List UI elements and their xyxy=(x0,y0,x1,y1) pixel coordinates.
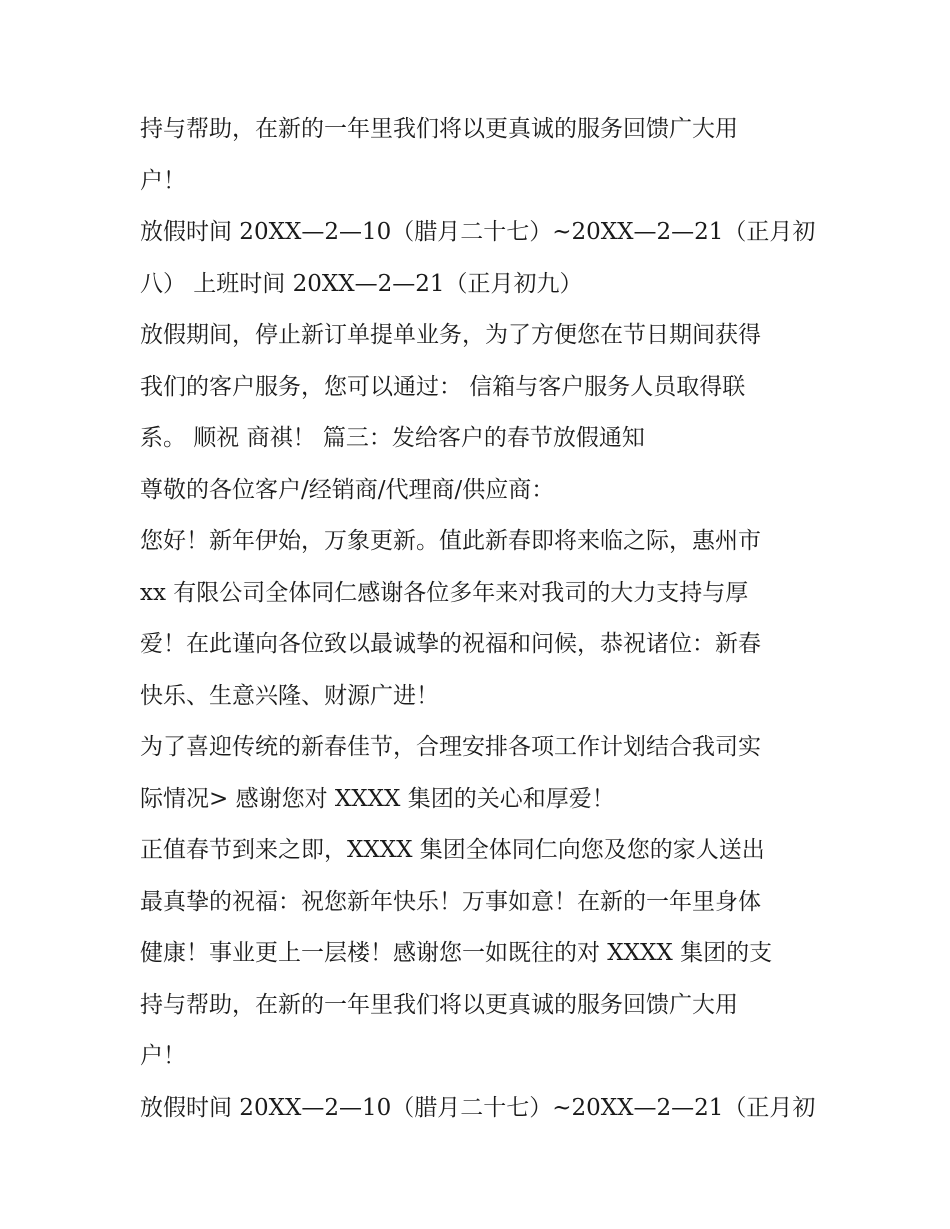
document-body xyxy=(140,104,820,1134)
text-line: xx 有限公司全体同仁感谢各位多年来对我司的大力支持与厚 xyxy=(140,579,749,606)
text-line: 系。 顺祝 商祺！ 篇三：发给客户的春节放假通知 xyxy=(140,425,645,451)
text-line: 健康！事业更上一层楼！感谢您一如既往的对 XXXX 集团的支 xyxy=(140,940,773,966)
text-line: 我们的客户服务，您可以通过： 信箱与客户服务人员取得联 xyxy=(140,373,746,400)
text-line: 放假时间 20XX—2—10（腊月二十七）~20XX—2—21（正月初 xyxy=(140,219,816,245)
text-line: 正值春节到来之即，XXXX 集团全体同仁向您及您的家人送出 xyxy=(140,837,765,863)
text-line: 持与帮助，在新的一年里我们将以更真诚的服务回馈广大用 xyxy=(140,991,738,1018)
text-line: 持与帮助，在新的一年里我们将以更真诚的服务回馈广大用 xyxy=(140,116,738,142)
text-line: 际情况> 感谢您对 XXXX 集团的关心和厚爱！ xyxy=(140,785,615,812)
text-line: 最真挚的祝福：祝您新年快乐！万事如意！在新的一年里身体 xyxy=(140,888,761,915)
text-line: 尊敬的各位客户/经销商/代理商/供应商： xyxy=(140,476,555,503)
text-line: 八） 上班时间 20XX—2—21（正月初九） xyxy=(140,270,583,297)
text-line: 爱！在此谨向各位致以最诚挚的祝福和问候，恭祝诸位：新春 xyxy=(140,631,761,657)
text-line: 放假时间 20XX—2—10（腊月二十七）~20XX—2—21（正月初 xyxy=(140,1094,816,1121)
text-line: 快乐、生意兴隆、财源广进！ xyxy=(140,682,439,709)
text-line: 您好！新年伊始，万象更新。值此新春即将来临之际，惠州市 xyxy=(140,528,761,554)
text-line: 为了喜迎传统的新春佳节，合理安排各项工作计划结合我司实 xyxy=(140,734,761,760)
text-line: 户！ xyxy=(140,1043,186,1069)
text-line: 放假期间，停止新订单提单业务，为了方便您在节日期间获得 xyxy=(140,322,761,348)
text-line: 户！ xyxy=(140,167,186,194)
